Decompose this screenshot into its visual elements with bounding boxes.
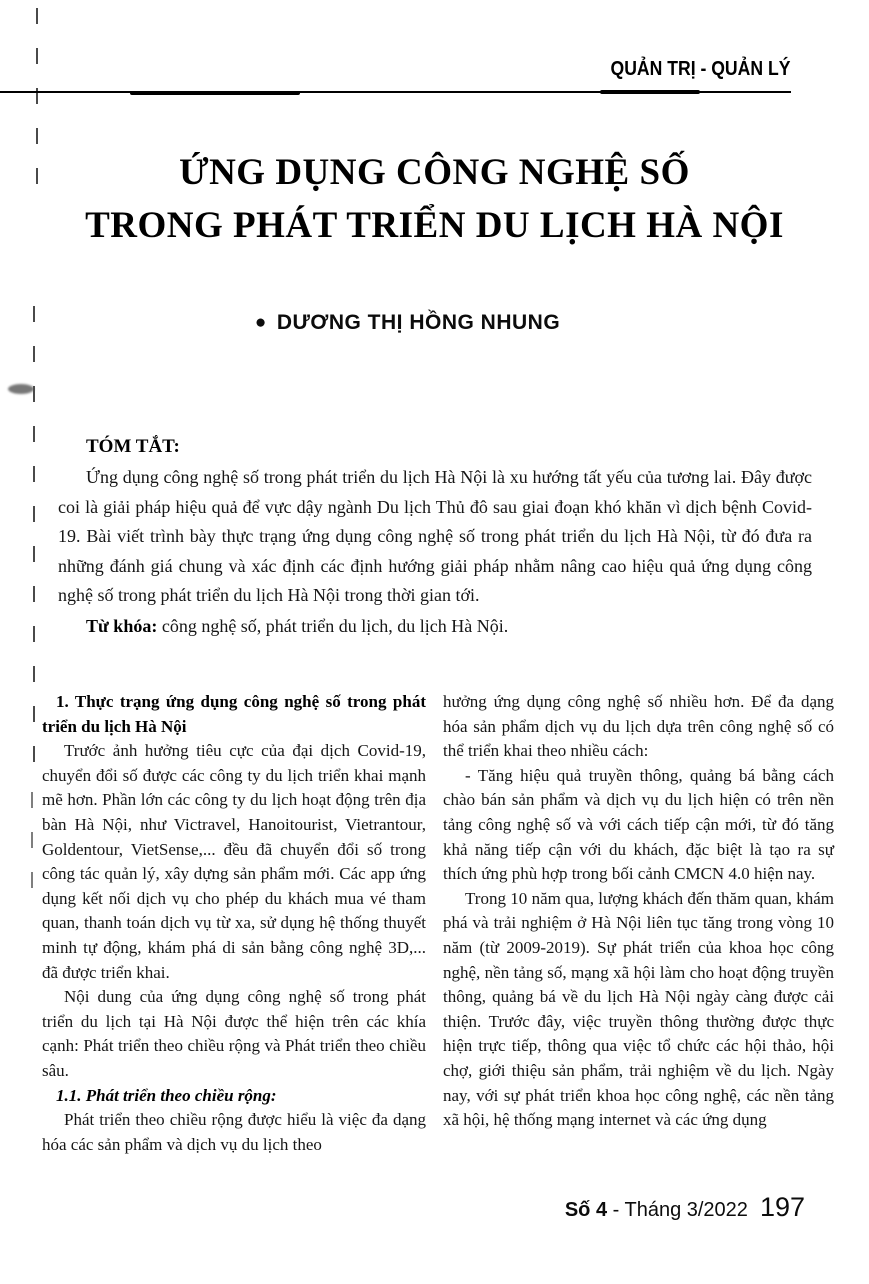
scan-margin-dash-artifact <box>33 306 35 781</box>
scan-ink-blotch <box>130 91 300 95</box>
keywords-text: công nghệ số, phát triển du lịch, du lịch Hà Nội. <box>157 615 509 636</box>
abstract-body: Ứng dụng công nghệ số trong phát triển du lịch Hà Nội là xu hướng tất yếu của tương lai. Đây được coi là giải pháp hiệu quả để vực dậy ngành Du lịch Thủ đô sau giai đoạn khó khăn vì dịch bệnh Covid-19. Bài viết trình bày thực trạng ứng dụng công nghệ số trong phát triển du lịch Hà Nội, từ đó đưa ra những đánh giá chung và xác định các định hướng giải pháp nhằm nâng cao hiệu quả ứng dụng công nghệ số trong phát triển du lịch Hà Nội trong thời gian tới. <box>58 467 812 605</box>
abstract-section <box>58 436 812 641</box>
scan-margin-dash-artifact <box>31 792 33 902</box>
article-body <box>42 690 834 1157</box>
right-paragraph-2: - Tăng hiệu quả truyền thông, quảng bá bằng cách chào bán sản phẩm và dịch vụ du lịch hiện có trên nền tảng công nghệ số và với cách tiếp cận mới, từ đó tăng khả năng tiếp cận với du khách, đặc biệt là tạo ra sự thích ứng phù hợp trong bối cảnh CMCN 4.0 hiện nay. <box>443 765 834 884</box>
right-paragraph-1: hưởng ứng dụng công nghệ số nhiều hơn. Để đa dạng hóa sản phẩm dịch vụ du lịch dựa trên công nghệ số có thể triển khai theo nhiều cách: <box>443 692 834 761</box>
body-column-left <box>42 690 426 1157</box>
abstract-keywords <box>58 612 812 642</box>
right-paragraph-3: Trong 10 năm qua, lượng khách đến thăm quan, khám phá và trải nghiệm ở Hà Nội liên tục tăng trong vòng 10 năm (từ 2009-2019). Sự phát triển của khoa học công nghệ, nền tảng số, mạng xã hội làm cho hoạt động truyền thông, quảng bá về du lịch Hà Nội ngày càng được cải thiện. Trước đây, việc truyền thông thường được thực hiện trực tiếp, thông qua việc tổ chức các hội thảo, hội chợ, giới thiệu sản phẩm, trải nghiệm về du lịch. Ngày nay, với sự phát triển khoa học công nghệ, các nền tảng xã hội, hệ thống mạng internet và các ứng dụng <box>443 888 834 1130</box>
scan-smudge-artifact <box>8 384 34 394</box>
page-footer <box>565 1192 805 1223</box>
left-paragraph-2: Nội dung của ứng dụng công nghệ số trong phát triển du lịch tại Hà Nội được thể hiện trên các khía cạnh: Phát triển theo chiều rộng và Phát triển theo chiều sâu. <box>42 987 426 1080</box>
left-paragraph-3: Phát triển theo chiều rộng được hiểu là việc đa dạng hóa các sản phẩm và dịch vụ du lịch theo <box>42 1110 426 1154</box>
author-bullet-icon: ● <box>254 312 267 333</box>
author-name: DƯƠNG THỊ HỒNG NHUNG <box>276 311 561 334</box>
footer-page-number: 197 <box>759 1192 805 1222</box>
footer-issue-label: Số 4 <box>564 1199 608 1221</box>
article-title-line2: TRONG PHÁT TRIỂN DU LỊCH HÀ NỘI <box>85 205 784 246</box>
journal-section-header: QUẢN TRỊ - QUẢN LÝ <box>610 58 790 80</box>
left-paragraph-1: Trước ảnh hưởng tiêu cực của đại dịch Covid-19, chuyển đổi số được các công ty du lịch triển khai mạnh mẽ hơn. Phần lớn các công ty du lịch hoạt động trên địa bàn Hà Nội, như Victravel, Hanoitourist, Vietrantour, Goldentour, VietSense,... đều đã chuyển đổi số trong công tác quản lý, xây dựng sản phẩm mới. Các app ứng dụng kết nối dịch vụ cho phép du khách mua vé tham quan, thanh toán dịch vụ từ xa, sử dụng hệ thống thuyết minh tự động, khám phá di sản bằng công nghệ 3D,... đã được triển khai. <box>42 741 426 982</box>
scan-ink-blotch <box>600 90 700 94</box>
author-line <box>0 311 842 335</box>
section-1-heading: 1. Thực trạng ứng dụng công nghệ số trong phát triển du lịch Hà Nội <box>42 692 426 736</box>
body-column-right <box>443 690 834 1157</box>
keywords-label: Từ khóa: <box>86 615 158 636</box>
article-title <box>0 146 869 252</box>
article-title-line1: ỨNG DỤNG CÔNG NGHỆ SỐ <box>179 152 690 193</box>
section-1-1-subheading: 1.1. Phát triển theo chiều rộng: <box>56 1085 277 1105</box>
abstract-heading: TÓM TẮT: <box>86 436 180 457</box>
footer-date: - Tháng 3/2022 <box>607 1199 748 1221</box>
